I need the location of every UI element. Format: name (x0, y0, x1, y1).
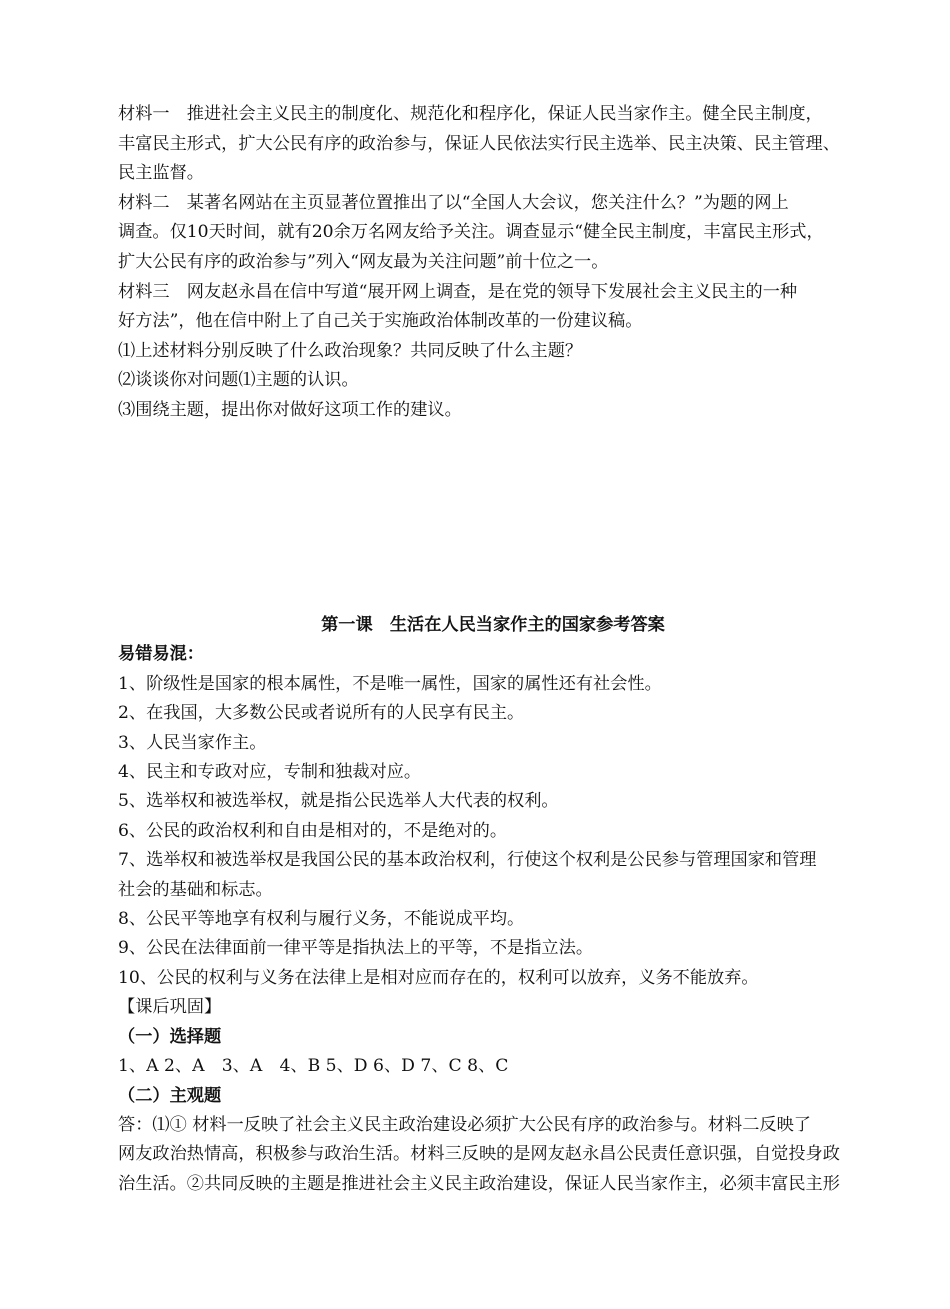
material-1-line-1: 材料一 推进社会主义民主的制度化、规范化和程序化，保证人民当家作主。健全民主制度， (118, 104, 823, 124)
choice-heading: （一）选择题 (118, 1026, 222, 1047)
error-item-7 (118, 846, 868, 905)
material-2-line-3: 扩大公民有序的政治参与”列入“网友最为关注问题”前十位之一。 (118, 251, 609, 272)
subjective-answer (118, 1111, 868, 1199)
error-item-2: 2、在我国，大多数公民或者说所有的人民享有民主。 (118, 703, 525, 724)
question-3: ⑶围绕主题，提出你对做好这项工作的建议。 (118, 399, 462, 420)
error-item-4: 4、民主和专政对应，专制和独裁对应。 (118, 762, 422, 783)
material-1-line-2: 丰富民主形式，扩大公民有序的政治参与，保证人民依法实行民主选举、民主决策、民主管理、 (118, 133, 840, 154)
question-1: ⑴上述材料分别反映了什么政治现象？共同反映了什么主题？ (118, 340, 583, 361)
consolidation-heading: 【课后巩固】 (118, 997, 222, 1018)
error-item-9: 9、公民在法律面前一律平等是指执法上的平等，不是指立法。 (118, 938, 594, 959)
error-item-5: 5、选举权和被选举权，就是指公民选举人大代表的权利。 (118, 791, 559, 812)
material-1-line-3: 民主监督。 (118, 163, 204, 184)
error-item-1: 1、阶级性是国家的根本属性，不是唯一属性，国家的属性还有社会性。 (118, 673, 662, 694)
material-2-line-2: 调查。仅10天时间，就有20余万名网友给予关注。调查显示“健全民主制度，丰富民主形式， (118, 222, 824, 243)
choice-answers: 1、A 2、A 3、A 4、B 5、D 6、D 7、C 8、C (118, 1056, 509, 1077)
error-item-7-line-2: 社会的基础和标志。 (118, 879, 273, 900)
error-item-6: 6、公民的政治权利和自由是相对的，不是绝对的。 (118, 820, 508, 841)
subjective-heading: （二）主观题 (118, 1085, 222, 1106)
question-2: ⑵谈谈你对问题⑴主题的认识。 (118, 370, 359, 391)
subjective-line-1: 答：⑴① 材料一反映了社会主义民主政治建设必须扩大公民有序的政治参与。材料二反映了 (118, 1114, 811, 1135)
material-3 (118, 278, 868, 337)
material-3-line-2: 好方法”，他在信中附上了自己关于实施政治体制改革的一份建议稿。 (118, 311, 643, 332)
answer-title: 第一课 生活在人民当家作主的国家参考答案 (321, 615, 665, 635)
answer-section (118, 611, 868, 1199)
error-item-3: 3、人民当家作主。 (118, 732, 267, 753)
materials-section (118, 100, 868, 426)
subjective-line-2: 网友政治热情高，积极参与政治生活。材料三反映的是网友赵永昌公民责任意识强，自觉投身政 (118, 1144, 840, 1165)
material-3-line-1: 材料三 网友赵永昌在信中写道“展开网上调查，是在党的领导下发展社会主义民主的一种 (118, 281, 798, 302)
error-item-8: 8、公民平等地享有权利与履行义务，不能说成平均。 (118, 909, 525, 930)
material-2 (118, 189, 868, 278)
material-2-line-1: 材料二 某著名网站在主页显著位置推出了以“全国人大会议，您关注什么？”为题的网上 (118, 192, 789, 213)
error-item-7-line-1: 7、选举权和被选举权是我国公民的基本政治权利，行使这个权利是公民参与管理国家和管理 (118, 850, 817, 871)
subjective-line-3: 治生活。②共同反映的主题是推进社会主义民主政治建设，保证人民当家作主，必须丰富民主形 (118, 1173, 840, 1194)
material-1 (118, 100, 868, 189)
error-heading: 易错易混： (118, 644, 204, 665)
error-item-10: 10、公民的权利与义务在法律上是相对应而存在的，权利可以放弃，义务不能放弃。 (118, 967, 759, 988)
